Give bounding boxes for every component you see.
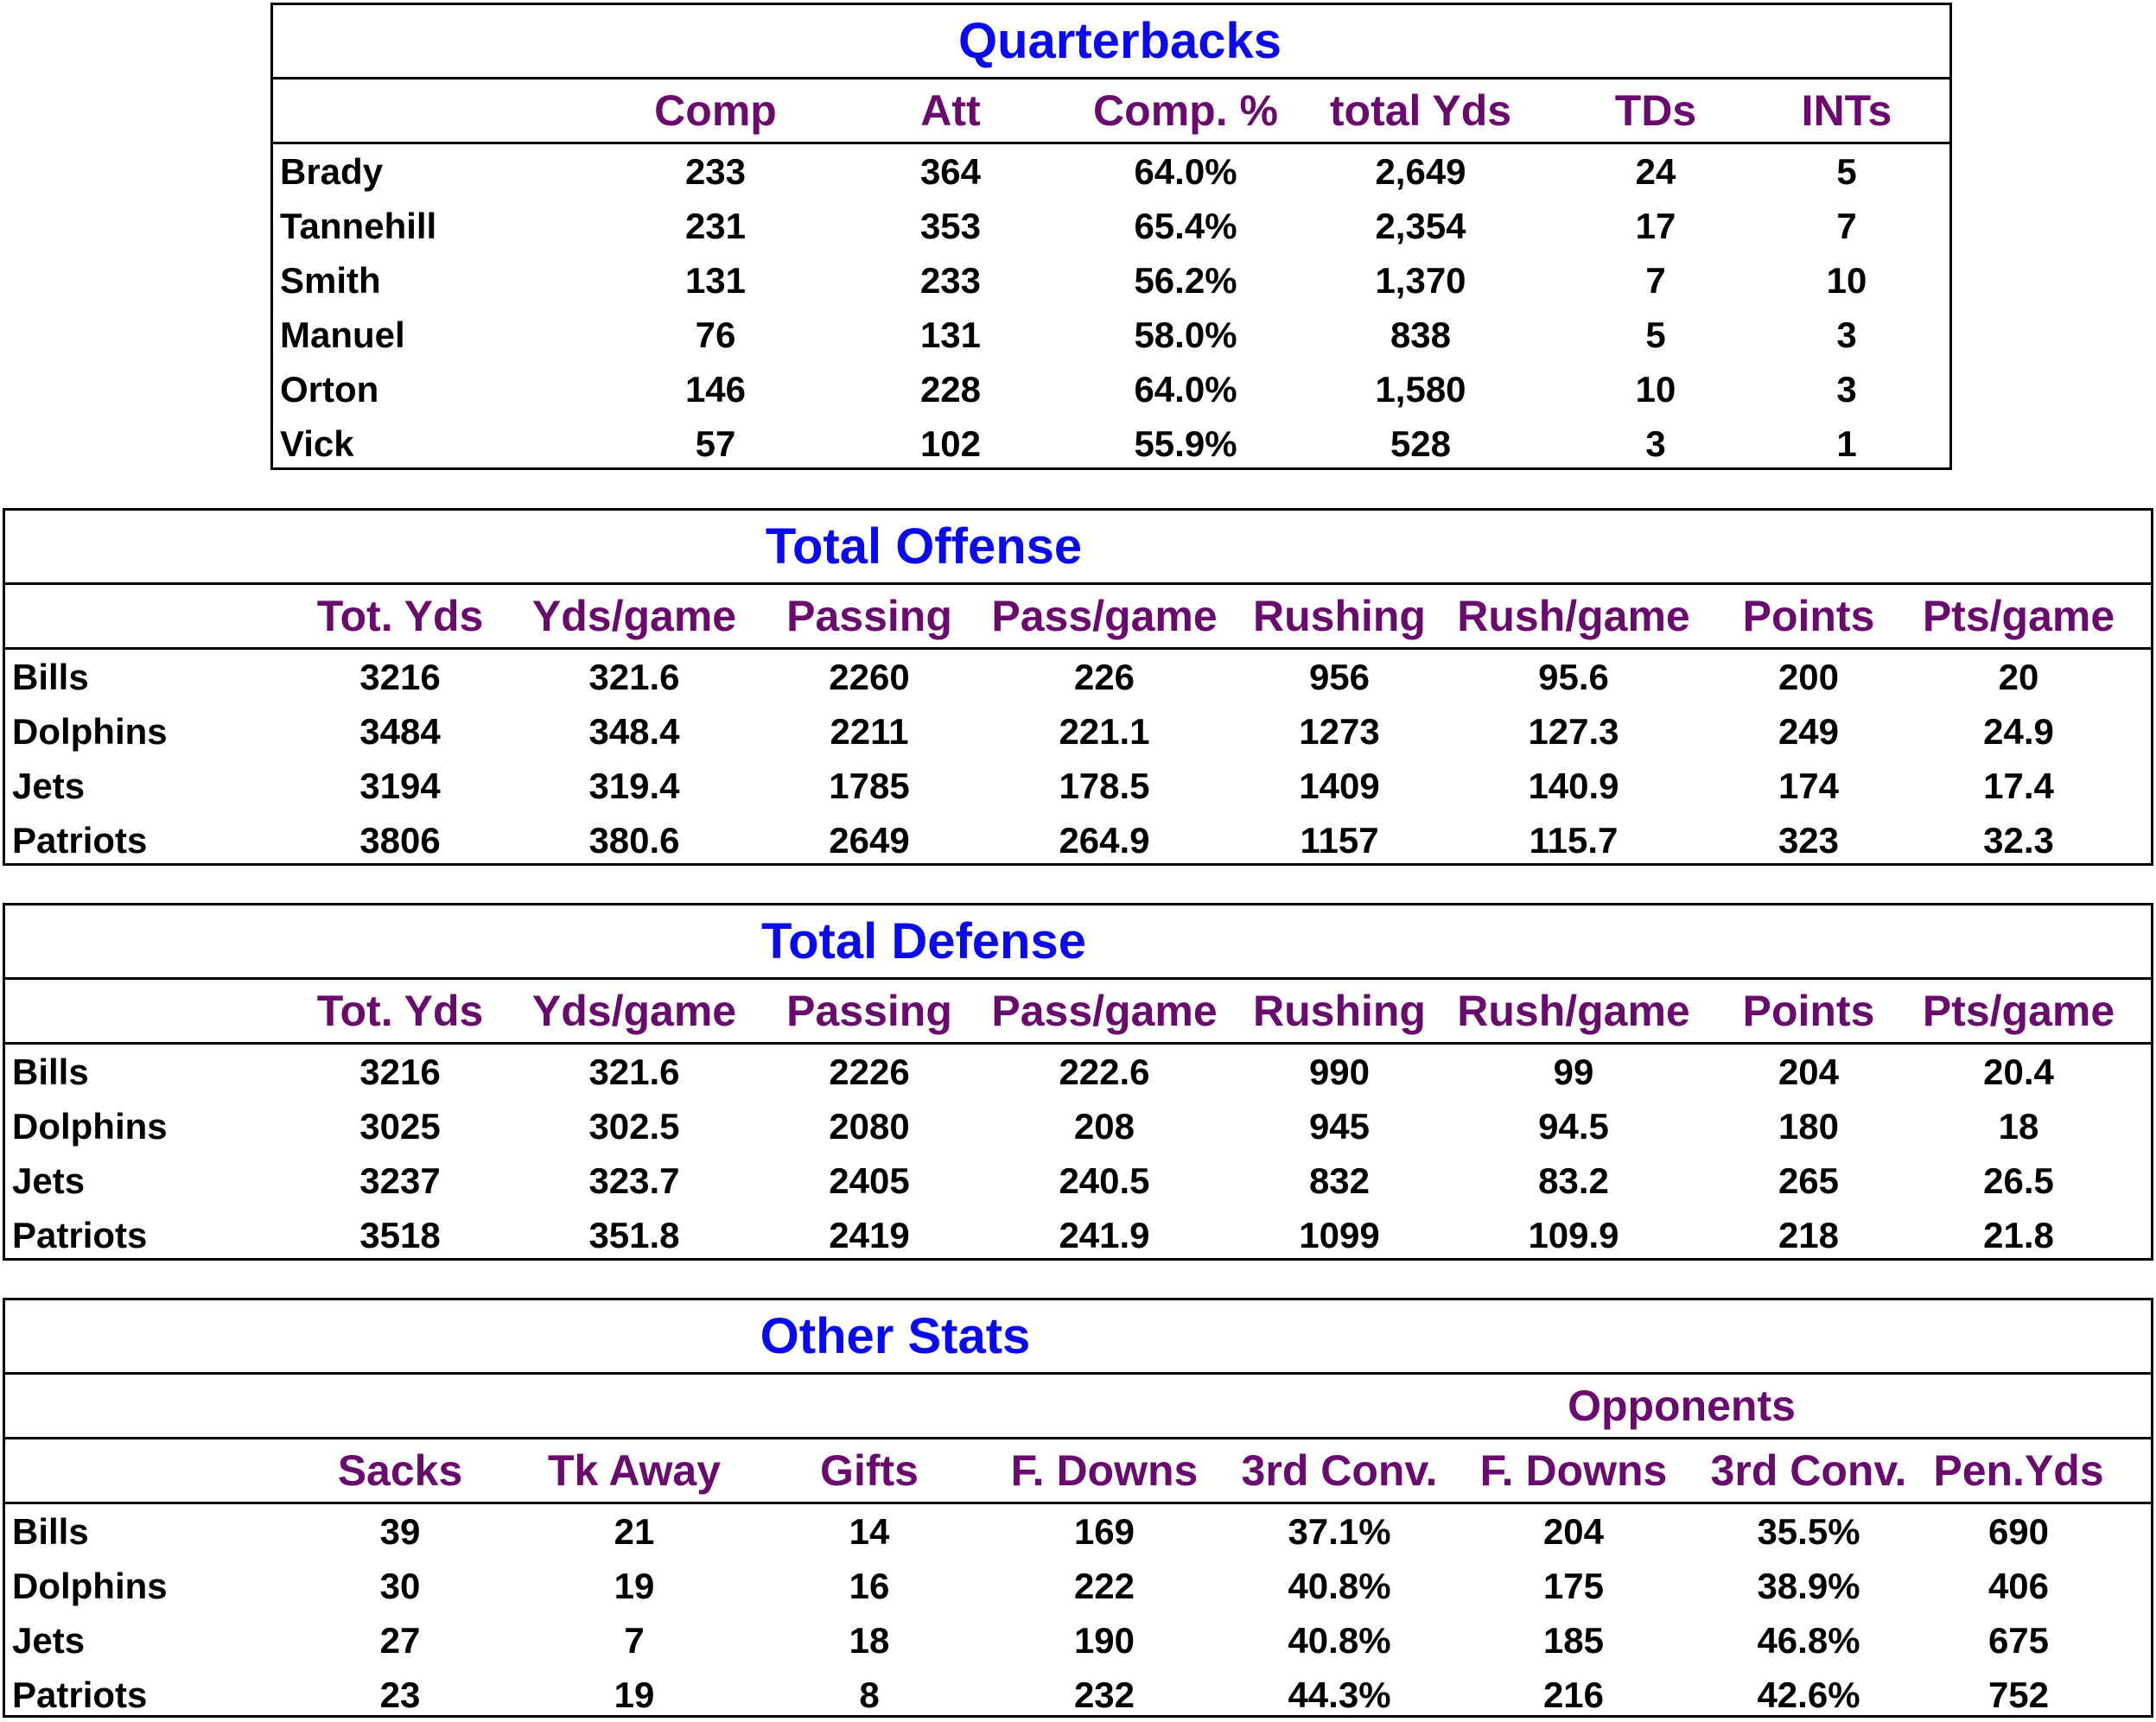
table-cell: 319.4 xyxy=(588,765,680,806)
table-cell: 131 xyxy=(919,314,982,355)
column-header: Comp xyxy=(654,86,777,135)
quarterbacks-title: Quarterbacks xyxy=(958,13,1282,69)
table-row xyxy=(5,1613,2151,1668)
table-cell: 2226 xyxy=(829,1051,910,1092)
column-header: Pass/game xyxy=(991,592,1218,640)
column-header xyxy=(5,1439,264,1502)
offense-body xyxy=(5,650,2151,867)
table-cell: 99 xyxy=(1553,1051,1594,1092)
column-header: Pen.Yds xyxy=(1933,1446,2104,1495)
table-cell: 218 xyxy=(1778,1214,1840,1255)
table-cell: 146 xyxy=(684,368,747,410)
column-header: Passing xyxy=(786,592,952,640)
table-cell: 55.9% xyxy=(1134,423,1237,464)
column-header: Pts/game xyxy=(1922,987,2115,1035)
table-cell: 65.4% xyxy=(1134,205,1237,246)
table-cell: 323 xyxy=(1778,819,1840,861)
column-header: Tk Away xyxy=(547,1446,722,1495)
table-cell: 7 xyxy=(1645,259,1666,301)
table-cell: 1157 xyxy=(1300,819,1379,861)
table-cell: 690 xyxy=(1987,1510,2050,1552)
table-cell: 406 xyxy=(1987,1565,2050,1606)
table-cell: 44.3% xyxy=(1288,1674,1391,1715)
table-cell: 40.8% xyxy=(1288,1565,1391,1606)
column-header xyxy=(5,980,264,1042)
table-cell: 3216 xyxy=(359,656,441,697)
table-row xyxy=(273,199,1949,253)
column-header: Rush/game xyxy=(1457,987,1690,1035)
table-cell: 528 xyxy=(1390,423,1452,464)
row-label: Smith xyxy=(280,259,381,301)
table-cell: 20.4 xyxy=(1983,1051,2054,1092)
row-label: Tannehill xyxy=(280,205,437,246)
table-cell: 3806 xyxy=(359,819,441,861)
table-cell: 56.2% xyxy=(1134,259,1237,301)
table-cell: 35.5% xyxy=(1757,1510,1860,1552)
row-label: Brady xyxy=(280,150,384,192)
table-cell: 752 xyxy=(1987,1674,2050,1715)
column-header: Comp. % xyxy=(1093,86,1278,135)
table-cell: 190 xyxy=(1073,1619,1135,1661)
table-row xyxy=(5,1153,2151,1208)
row-label: Patriots xyxy=(12,819,148,861)
defense-title: Total Defense xyxy=(760,913,1086,969)
table-cell: 321.6 xyxy=(588,656,680,697)
table-cell: 57 xyxy=(695,423,736,464)
column-header: total Yds xyxy=(1329,86,1512,135)
row-label: Dolphins xyxy=(12,1105,168,1147)
table-row xyxy=(273,253,1949,308)
table-cell: 204 xyxy=(1778,1051,1840,1092)
table-cell: 2260 xyxy=(829,656,910,697)
table-cell: 956 xyxy=(1308,656,1371,697)
column-header: F. Downs xyxy=(1479,1446,1668,1495)
table-cell: 3025 xyxy=(359,1105,441,1147)
table-cell: 58.0% xyxy=(1134,314,1237,355)
table-cell: 675 xyxy=(1987,1619,2050,1661)
column-header xyxy=(273,79,532,142)
row-label: Jets xyxy=(12,765,86,806)
row-label: Bills xyxy=(12,1510,89,1552)
table-cell: 2211 xyxy=(830,710,909,752)
column-header: INTs xyxy=(1801,86,1892,135)
table-cell: 838 xyxy=(1390,314,1452,355)
defense-title-row xyxy=(5,905,2151,980)
column-header: F. Downs xyxy=(1010,1446,1199,1495)
table-cell: 169 xyxy=(1073,1510,1135,1552)
table-cell: 37.1% xyxy=(1288,1510,1391,1552)
table-cell: 1785 xyxy=(829,765,910,806)
defense-header-row xyxy=(5,980,2151,1045)
table-cell: 127.3 xyxy=(1528,710,1619,752)
defense-body xyxy=(5,1045,2151,1262)
table-cell: 3194 xyxy=(359,765,441,806)
table-cell: 832 xyxy=(1308,1160,1371,1201)
table-cell: 16 xyxy=(849,1565,890,1606)
table-row xyxy=(273,416,1949,471)
table-row xyxy=(5,759,2151,813)
table-cell: 2419 xyxy=(829,1214,910,1255)
table-cell: 115.7 xyxy=(1529,819,1619,861)
table-cell: 131 xyxy=(684,259,747,301)
table-cell: 228 xyxy=(919,368,982,410)
table-row xyxy=(273,362,1949,416)
table-cell: 17.4 xyxy=(1983,765,2054,806)
table-row xyxy=(273,308,1949,362)
table-cell: 21.8 xyxy=(1983,1214,2054,1255)
row-label: Dolphins xyxy=(12,1565,168,1606)
column-header: Points xyxy=(1742,987,1875,1035)
table-cell: 200 xyxy=(1778,656,1840,697)
table-cell: 95.6 xyxy=(1538,656,1609,697)
table-cell: 3484 xyxy=(359,710,441,752)
table-cell: 3237 xyxy=(359,1160,441,1201)
table-cell: 1409 xyxy=(1299,765,1380,806)
column-header: Rushing xyxy=(1253,592,1426,640)
table-row xyxy=(5,650,2151,704)
table-row xyxy=(5,1045,2151,1099)
table-cell: 232 xyxy=(1073,1674,1135,1715)
table-cell: 3518 xyxy=(359,1214,441,1255)
table-row xyxy=(5,813,2151,867)
quarterbacks-header-row xyxy=(273,79,1949,144)
table-cell: 1,370 xyxy=(1375,259,1466,301)
table-cell: 302.5 xyxy=(588,1105,680,1147)
table-cell: 21 xyxy=(614,1510,655,1552)
table-cell: 18 xyxy=(849,1619,890,1661)
table-cell: 233 xyxy=(684,150,747,192)
table-cell: 10 xyxy=(1826,259,1867,301)
table-row xyxy=(5,1208,2151,1262)
table-cell: 64.0% xyxy=(1134,150,1237,192)
table-row xyxy=(273,144,1949,199)
other-stats-title-row xyxy=(5,1300,2151,1375)
column-header: Sacks xyxy=(337,1446,463,1495)
table-cell: 83.2 xyxy=(1538,1160,1609,1201)
other-stats-group-row xyxy=(5,1375,2151,1439)
table-cell: 222.6 xyxy=(1059,1051,1150,1092)
table-cell: 2080 xyxy=(829,1105,910,1147)
column-header xyxy=(5,585,264,647)
table-cell: 226 xyxy=(1073,656,1135,697)
table-cell: 2,354 xyxy=(1375,205,1466,246)
column-header: Yds/game xyxy=(531,592,737,640)
table-cell: 10 xyxy=(1635,368,1676,410)
table-cell: 46.8% xyxy=(1757,1619,1860,1661)
table-cell: 3 xyxy=(1645,423,1666,464)
row-label: Patriots xyxy=(12,1214,148,1255)
column-header: Tot. Yds xyxy=(316,987,484,1035)
table-cell: 208 xyxy=(1073,1105,1135,1147)
other-stats-title: Other Stats xyxy=(760,1308,1031,1364)
column-header: Tot. Yds xyxy=(316,592,484,640)
table-cell: 353 xyxy=(919,205,982,246)
table-cell: 14 xyxy=(849,1510,890,1552)
table-cell: 990 xyxy=(1308,1051,1371,1092)
column-header: Rush/game xyxy=(1457,592,1690,640)
table-row xyxy=(5,1504,2151,1559)
column-header: Gifts xyxy=(820,1446,919,1495)
table-cell: 175 xyxy=(1542,1565,1605,1606)
column-header: Att xyxy=(920,86,981,135)
table-cell: 264.9 xyxy=(1059,819,1150,861)
table-cell: 216 xyxy=(1542,1674,1605,1715)
column-header: Rushing xyxy=(1253,987,1426,1035)
offense-table xyxy=(3,508,2153,866)
row-label: Jets xyxy=(12,1619,86,1661)
other-stats-header-row xyxy=(5,1439,2151,1504)
row-label: Jets xyxy=(12,1160,86,1201)
column-header: Pass/game xyxy=(991,987,1218,1035)
table-cell: 1273 xyxy=(1299,710,1380,752)
table-cell: 180 xyxy=(1778,1105,1840,1147)
table-cell: 3 xyxy=(1836,314,1857,355)
table-cell: 23 xyxy=(379,1674,421,1715)
table-cell: 1099 xyxy=(1299,1214,1380,1255)
table-cell: 3216 xyxy=(359,1051,441,1092)
table-cell: 20 xyxy=(1998,656,2039,697)
table-cell: 7 xyxy=(1836,205,1857,246)
table-cell: 102 xyxy=(919,423,982,464)
table-cell: 241.9 xyxy=(1059,1214,1150,1255)
quarterbacks-table xyxy=(270,3,1952,470)
table-cell: 323.7 xyxy=(588,1160,680,1201)
quarterbacks-body xyxy=(273,144,1949,471)
other-stats-table xyxy=(3,1298,2153,1718)
table-cell: 94.5 xyxy=(1538,1105,1609,1147)
table-cell: 5 xyxy=(1836,150,1857,192)
table-cell: 42.6% xyxy=(1757,1674,1860,1715)
column-header: Points xyxy=(1742,592,1875,640)
table-cell: 38.9% xyxy=(1757,1565,1860,1606)
table-cell: 2,649 xyxy=(1375,150,1466,192)
table-cell: 174 xyxy=(1778,765,1840,806)
table-cell: 178.5 xyxy=(1059,765,1150,806)
column-header: 3rd Conv. xyxy=(1710,1446,1907,1495)
table-cell: 2405 xyxy=(829,1160,910,1201)
table-cell: 380.6 xyxy=(588,819,680,861)
other-stats-body xyxy=(5,1504,2151,1722)
table-cell: 64.0% xyxy=(1134,368,1237,410)
table-row xyxy=(5,1099,2151,1153)
table-row xyxy=(5,704,2151,759)
column-header: TDs xyxy=(1614,86,1697,135)
table-cell: 24 xyxy=(1635,150,1676,192)
table-cell: 3 xyxy=(1836,368,1857,410)
row-label: Vick xyxy=(280,423,354,464)
table-cell: 233 xyxy=(919,259,982,301)
table-cell: 39 xyxy=(379,1510,421,1552)
offense-title-row xyxy=(5,511,2151,585)
table-cell: 17 xyxy=(1635,205,1676,246)
row-label: Manuel xyxy=(280,314,405,355)
table-cell: 249 xyxy=(1778,710,1840,752)
table-cell: 1 xyxy=(1836,423,1857,464)
table-cell: 7 xyxy=(624,1619,645,1661)
row-label: Orton xyxy=(280,368,379,410)
column-header: Passing xyxy=(786,987,952,1035)
table-cell: 5 xyxy=(1645,314,1666,355)
column-header: Pts/game xyxy=(1922,592,2115,640)
row-label: Patriots xyxy=(12,1674,148,1715)
table-cell: 24.9 xyxy=(1983,710,2054,752)
table-cell: 30 xyxy=(379,1565,421,1606)
opponents-group-label: Opponents xyxy=(1568,1382,1796,1430)
table-cell: 351.8 xyxy=(588,1214,680,1255)
table-cell: 19 xyxy=(614,1565,655,1606)
table-cell: 40.8% xyxy=(1288,1619,1391,1661)
table-cell: 231 xyxy=(684,205,747,246)
table-cell: 2649 xyxy=(829,819,910,861)
table-cell: 8 xyxy=(859,1674,880,1715)
column-header: Yds/game xyxy=(531,987,737,1035)
table-cell: 240.5 xyxy=(1059,1160,1150,1201)
table-cell: 945 xyxy=(1308,1105,1371,1147)
table-cell: 1,580 xyxy=(1375,368,1466,410)
table-cell: 221.1 xyxy=(1059,710,1150,752)
table-cell: 32.3 xyxy=(1983,819,2054,861)
table-cell: 348.4 xyxy=(588,710,680,752)
table-cell: 27 xyxy=(379,1619,421,1661)
offense-title: Total Offense xyxy=(765,518,1083,575)
table-cell: 265 xyxy=(1778,1160,1840,1201)
offense-header-row xyxy=(5,585,2151,650)
table-cell: 321.6 xyxy=(588,1051,680,1092)
table-cell: 109.9 xyxy=(1528,1214,1619,1255)
table-cell: 204 xyxy=(1542,1510,1605,1552)
row-label: Bills xyxy=(12,656,89,697)
row-label: Dolphins xyxy=(12,710,168,752)
table-cell: 18 xyxy=(1998,1105,2039,1147)
table-row xyxy=(5,1559,2151,1613)
table-cell: 185 xyxy=(1542,1619,1605,1661)
column-header: 3rd Conv. xyxy=(1241,1446,1438,1495)
table-row xyxy=(5,1668,2151,1722)
table-cell: 76 xyxy=(695,314,736,355)
table-cell: 140.9 xyxy=(1528,765,1619,806)
table-cell: 222 xyxy=(1073,1565,1135,1606)
table-cell: 364 xyxy=(919,150,982,192)
table-cell: 19 xyxy=(614,1674,655,1715)
row-label: Bills xyxy=(12,1051,89,1092)
defense-table xyxy=(3,903,2153,1261)
table-cell: 26.5 xyxy=(1983,1160,2054,1201)
quarterbacks-title-row xyxy=(273,5,1949,79)
